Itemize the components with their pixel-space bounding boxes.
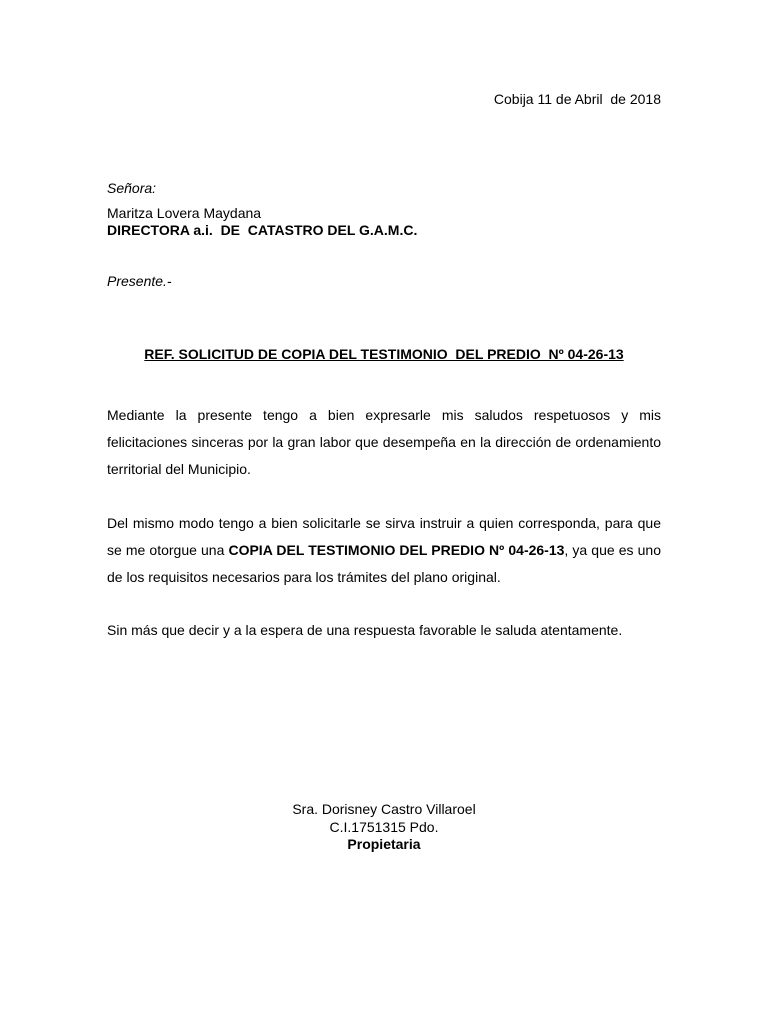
signature-block <box>0 801 768 854</box>
salutation: Señora: <box>107 180 157 196</box>
paragraph-closing: Sin más que decir y a la espera de una respuesta favorable le saluda atentamente. <box>107 622 623 638</box>
signature-role: Propietaria <box>347 836 421 852</box>
letter-date: Cobija 11 de Abril de 2018 <box>493 91 661 107</box>
recipient-title: DIRECTORA a.i. DE CATASTRO DEL G.A.M.C. <box>107 222 418 238</box>
paragraph-request <box>107 510 661 591</box>
paragraph-request-text-end: , ya que es uno de los requisitos necesarios para los trámites del plano original. <box>107 542 661 585</box>
paragraph-request-text-start: Del mismo modo tengo a bien solicitarle se sirva instruir a quien corresponda, para que se me otorgue una <box>107 515 661 558</box>
presente-line: Presente.- <box>107 273 172 289</box>
signature-name: Sra. Dorisney Castro Villaroel <box>292 801 476 817</box>
signature-id: C.I.1751315 Pdo. <box>329 818 439 835</box>
paragraph-request-bold: COPIA DEL TESTIMONIO DEL PREDIO Nº 04-26-13 <box>228 542 565 558</box>
recipient-name: Maritza Lovera Maydana <box>107 205 262 221</box>
reference-line: REF. SOLICITUD DE COPIA DEL TESTIMONIO DEL PREDIO Nº 04-26-13 <box>144 346 624 362</box>
paragraph-greeting: Mediante la presente tengo a bien expresarle mis saludos respetuosos y mis felicitaciones sinceras por la gran labor que desempeña en la dirección de ordenamiento territorial del Municipio. <box>107 407 661 477</box>
